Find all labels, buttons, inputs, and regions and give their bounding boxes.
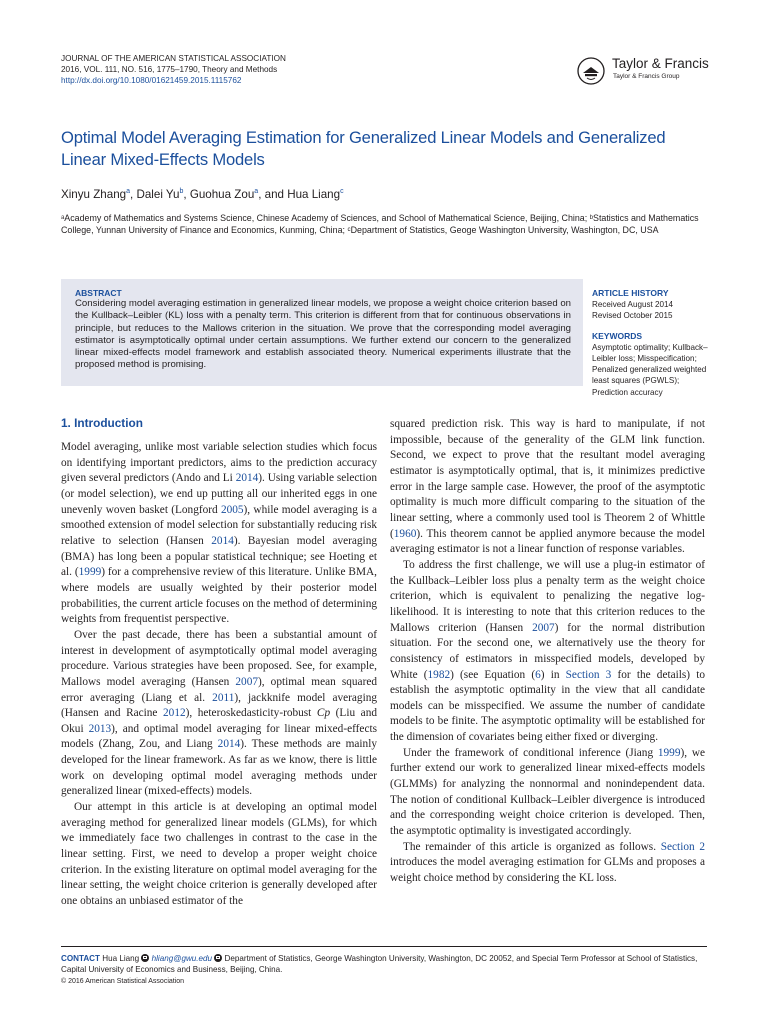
publisher-group: Taylor & Francis Group <box>613 73 680 80</box>
math-symbol: Cp <box>316 707 331 720</box>
citation-link[interactable]: 2007 <box>235 675 258 688</box>
text-run: squared prediction risk. This way is hard to manipulate, if not impossible, because of the generality of the GLM link function. Second, we expect to prove that the resultant model averaging estimator is asymptotically optimal, that is, it minimizes predictive error in the large sample case. However, the proof of the asymptotic optimality is much more difficult comparing to the situation of the linear setting, where a commonly used tool is Theorem 2 of Whittle ( <box>390 418 705 540</box>
text-run: ) (see Equation ( <box>450 668 536 681</box>
affiliation-mark[interactable]: b <box>179 188 184 196</box>
paragraph: Our attempt in this article is at developing an optimal model averaging method for generalized linear models (GLMs), for which we immediately face two challenges in contrast to the case in the linear setting. First, we need to develop a proper weight choice criterion. In the existing literature on optimal model averaging for the linear setting, the weight choice criterion is generally developed after one obtains an unbiased estimator of the <box>61 801 377 908</box>
body-column-left <box>61 440 377 910</box>
affiliation-mark[interactable]: a <box>254 188 259 196</box>
citation-link[interactable]: 2007 <box>532 621 555 634</box>
author-name: Dalei Yu <box>136 188 180 201</box>
text-run: for the details) to establish the asymptotic optimality in the view that all candidate models can be misspecified. We assume the number of candidate models to be finite. The asymptotic optimality will be established for the dimension of covariates being either fixed or diverging. <box>390 668 705 744</box>
paragraph <box>390 840 705 887</box>
section-link[interactable]: Section 3 <box>565 668 612 681</box>
citation-link[interactable]: 2005 <box>220 503 244 516</box>
publisher-name: Taylor & Francis <box>612 56 709 71</box>
text-run: ), optimal mean squared error averaging (Liang et al. <box>61 675 377 704</box>
text-run: ) in <box>540 668 566 681</box>
citation-link[interactable]: 1999 <box>657 746 681 759</box>
body-column-right <box>390 417 705 887</box>
keywords-heading: KEYWORDS <box>592 330 643 341</box>
citation-link[interactable]: 2014 <box>211 534 234 547</box>
contact-label: CONTACT <box>61 954 100 963</box>
text-run: ). These methods are mainly developed for the linear framework. As far as we know, there is little work on developing optimal model averaging methods under generalized linear (mixed-effects) models. <box>61 738 377 798</box>
publisher-logo <box>576 56 709 86</box>
text-run: ), we further extend our work to generalized linear mixed-effects models (GLMMs) for analyzing the nonnormal and nonindependent data. The notion of conditional Kullback–Leibler divergence is introduced and the corresponding weight choice criterion is developed. Then, the asymptotic optimality is investigated accordingly. <box>390 746 706 838</box>
author-list <box>61 188 344 201</box>
author-name: Xinyu Zhang <box>61 188 127 201</box>
paragraph <box>61 628 377 800</box>
citation-link[interactable]: 2014 <box>235 472 259 485</box>
email-link[interactable]: hliang@gwu.edu <box>151 954 213 963</box>
text-run: ) for a comprehensive review of this literature. Unlike BMA, where models are usually weighted by their posterior model probabilities, the current article focuses on the method of determining weights from frequentist perspective. <box>61 566 377 626</box>
text-run: ). Using variable selection (or model selection), we end up putting all our inherited eggs in one unevenly woven basket (Longford <box>61 472 377 516</box>
copyright: © 2016 American Statistical Association <box>61 978 185 985</box>
text-run: introduces the model averaging estimation for GLMs and proposes a weight choice method by considering the KL loss. <box>390 856 705 885</box>
abstract-heading: ABSTRACT <box>75 288 122 298</box>
text-run: Over the past decade, there has been a substantial amount of interest in development of asymptotically optimal model averaging procedure. Various strategies have been proposed. See, for example, Mallows model averaging (Hansen <box>61 628 377 688</box>
email-icon <box>141 954 149 962</box>
author-name: Hua Liang <box>287 188 341 201</box>
citation-link[interactable]: 2012 <box>163 707 186 720</box>
affiliations: ᵃAcademy of Mathematics and Systems Science, Chinese Academy of Sciences, and School of Mathematical Science, Beijing, China; ᵇStatistics and Mathematics College, Yunnan University of Finance and Economics, Kunming, China; ᶜDepartment of Statistics, Geoge Washington University, Washington, DC, USA <box>61 213 699 236</box>
citation-link[interactable]: 2011 <box>212 691 235 704</box>
paragraph <box>390 558 705 746</box>
paragraph <box>390 417 705 558</box>
affiliation-mark[interactable]: c <box>340 188 344 196</box>
section-heading: 1. Introduction <box>61 416 143 430</box>
doi-link[interactable]: http://dx.doi.org/10.1080/01621459.2015.1115762 <box>61 76 242 85</box>
abstract-text: Considering model averaging estimation in generalized linear models, we propose a weight choice criterion based on the Kullback–Leibler (KL) loss with a penalty term. This criterion is different from that for continuous observations in principle, but reduces to the Mallows criterion in the situation. We prove that the corresponding model averaging estimator is asymptotically optimal under certain assumptions. We further extend our concern to the generalized linear mixed-effects model framework and establish associated theory. Numerical experiments illustrate that the proposed method is promising. <box>75 298 571 371</box>
journal-header <box>61 53 286 86</box>
text-run: ), while model averaging is a smoothed extension of model selection for substantially reducing risk relative to selection (Hansen <box>61 503 377 547</box>
footer-divider <box>61 946 707 947</box>
author-separator: , <box>183 188 190 201</box>
section-link[interactable]: Section 2 <box>660 840 706 853</box>
text-run: To address the first challenge, we will use a plug-in estimator of the Kullback–Leibler loss plus a penalty term as the weight choice criterion, which is equivalent to penalizing the negative log-likelihood. It is interesting to note that this criterion reduces to the Mallows criterion (Hansen <box>390 558 705 634</box>
text-run: Model averaging, unlike most variable selection studies which focus on identifying important predictors, aims to the prediction accuracy given several predictors (Ando and Li <box>61 441 377 485</box>
taylor-francis-logo-icon <box>576 56 608 86</box>
author-name: Guohua Zou <box>189 188 255 201</box>
equation-link[interactable]: 6 <box>535 668 541 681</box>
text-run: ), jackknife model averaging (Hansen and Racine <box>61 691 378 720</box>
text-run: The remainder of this article is organized as follows. <box>403 840 661 853</box>
affiliation-mark[interactable]: a <box>126 188 131 196</box>
citation-link[interactable]: 2013 <box>88 722 112 735</box>
paragraph <box>390 746 705 840</box>
text-run: (Liu and Okui <box>61 707 377 735</box>
revised-date: Revised October 2015 <box>592 311 673 321</box>
citation-link[interactable]: 1982 <box>427 668 451 681</box>
citation-link[interactable]: 1960 <box>393 527 417 540</box>
volume-info: 2016, VOL. 111, NO. 516, 1775–1790, Theory and Methods <box>61 65 278 74</box>
contact-footer <box>61 953 707 976</box>
received-date: Received August 2014 <box>592 300 673 309</box>
contact-name: Hua Liang <box>102 954 140 963</box>
text-run: ) for the normal distribution situation. For the second one, we alternatively use the theory for consistency of estimators in misspecified models, developed by White ( <box>390 621 706 681</box>
author-separator: , and <box>258 188 288 201</box>
text-run: ). This theorem cannot be applied anymore because the model averaging estimator is not a linear function of response variables. <box>390 527 705 556</box>
article-sidebar <box>592 288 712 398</box>
text-run: ), heteroskedasticity-robust <box>185 707 317 720</box>
citation-link[interactable]: 1999 <box>78 566 102 579</box>
article-history-heading: ARTICLE HISTORY <box>592 288 669 298</box>
journal-name: JOURNAL OF THE AMERICAN STATISTICAL ASSOCIATION <box>61 54 286 63</box>
article-title: Optimal Model Averaging Estimation for Generalized Linear Models and Generalized Linear Mixed-Effects Models <box>61 128 666 169</box>
text-run: ), and optimal model averaging for linear mixed-effects models (Zhang, Zou, and Liang <box>61 722 377 751</box>
text-run: ). Bayesian model averaging (BMA) has long been a popular statistical technique; see Hoeting et al. ( <box>61 534 377 579</box>
text-run: Under the framework of conditional inference (Jiang <box>403 746 658 759</box>
keywords-text: Asymptotic optimality; Kullback–Leibler loss; Misspecification; Penalized generalized weighted least squares (PGWLS); Prediction accuracy <box>592 342 708 397</box>
address-icon <box>214 954 222 962</box>
citation-link[interactable]: 2014 <box>217 738 241 751</box>
paragraph <box>61 440 377 628</box>
contact-address: Department of Statistics, George Washington University, Washington, DC 20052, and Special Term Professor at School of Statistics, Capital University of Economics and Business, Beijing, China. <box>61 954 698 975</box>
author-separator: , <box>130 188 137 201</box>
